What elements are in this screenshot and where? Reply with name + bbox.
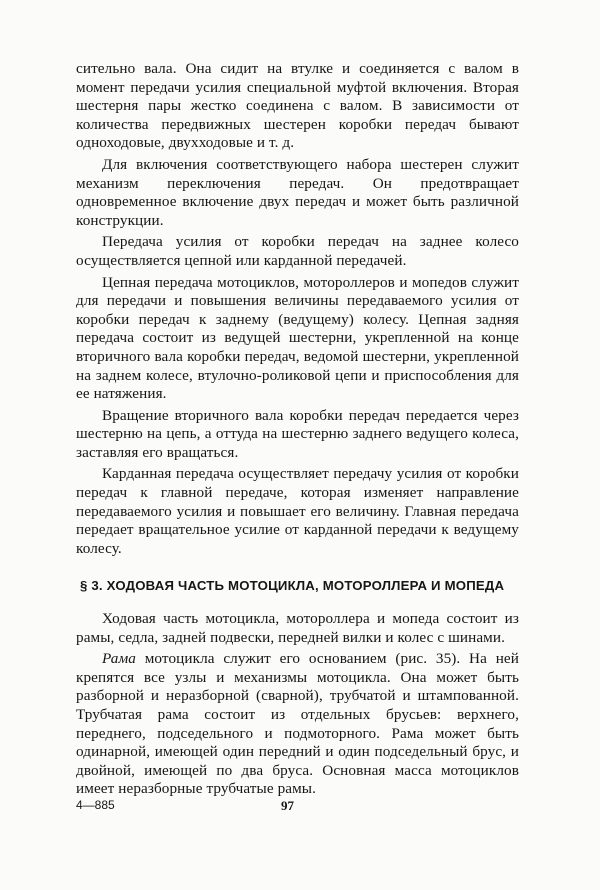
paragraph-secondary-shaft: Вращение вторичного вала коробки передач передается через шестерню на цепь, а оттуда на шестерню заднего ведущего колеса, заставляя его вращаться. bbox=[76, 406, 519, 461]
paragraph-cardan-drive: Карданная передача осуществляет передачу усилия от коробки передач к главной передаче, которая изменяет направление передаваемого усилия и повышает его величину. Главная передача передает вращательное усилие от карданной передачи к ведущему колесу. bbox=[76, 465, 519, 557]
paragraph-gear-shaft: сительно вала. Она сидит на втулке и соединяется с валом в момент передачи усилия специальной муфтой включения. Вторая шестерня пары жестко соединена с валом. В зависимости от количества передвижных шестерен коробки передач бывают одноходовые, двухходовые и т. д. bbox=[76, 60, 519, 152]
section-heading: § 3. ХОДОВАЯ ЧАСТЬ МОТОЦИКЛА, МОТОРОЛЛЕРА И МОПЕДА bbox=[80, 578, 505, 594]
paragraph-frame bbox=[76, 650, 519, 799]
paragraph-frame-text: мотоцикла служит его основанием (рис. 35). На ней крепятся все узлы и механизмы мотоцикла. Она может быть разборной и неразборной (сварной), трубчатой и штампованной. Трубчатая рама состоит из отдельных брусьев: верхнего, переднего, подседельного и подмоторного. Рама может быть одинарной, имеющей один передний и один подседельный брус, и двойной, имеющей по два бруса. Основная масса мотоциклов имеет неразборные трубчатые рамы. bbox=[76, 650, 519, 798]
term-frame: Рама bbox=[102, 650, 136, 668]
printer-signature: 4—885 bbox=[76, 798, 115, 812]
paragraph-power-transmission: Передача усилия от коробки передач на заднее колесо осуществляется цепной или карданной передачей. bbox=[76, 233, 519, 269]
paragraph-running-gear: Ходовая часть мотоцикла, мотороллера и мопеда состоит из рамы, седла, задней подвески, передней вилки и колес с шинами. bbox=[76, 610, 519, 646]
paragraph-chain-drive: Цепная передача мотоциклов, мотороллеров и мопедов служит для передачи и повышения величины передаваемого усилия от коробки передач к заднему (ведущему) колесу. Цепная задняя передача состоит из ведущей шестерни, укрепленной на конце вторичного вала коробки передач, ведомой шестерни, укрепленной на заднем колесе, втулочно-роликовой цепи и приспособления для ее натяжения. bbox=[76, 273, 519, 403]
page-footer bbox=[76, 798, 519, 818]
body-text bbox=[76, 60, 519, 799]
paragraph-gear-shift-mechanism: Для включения соответствующего набора шестерен служит механизм переключения передач. Он предотвращает одновременное включение двух передач и может быть различной конструкции. bbox=[76, 155, 519, 229]
page-number: 97 bbox=[281, 798, 294, 813]
